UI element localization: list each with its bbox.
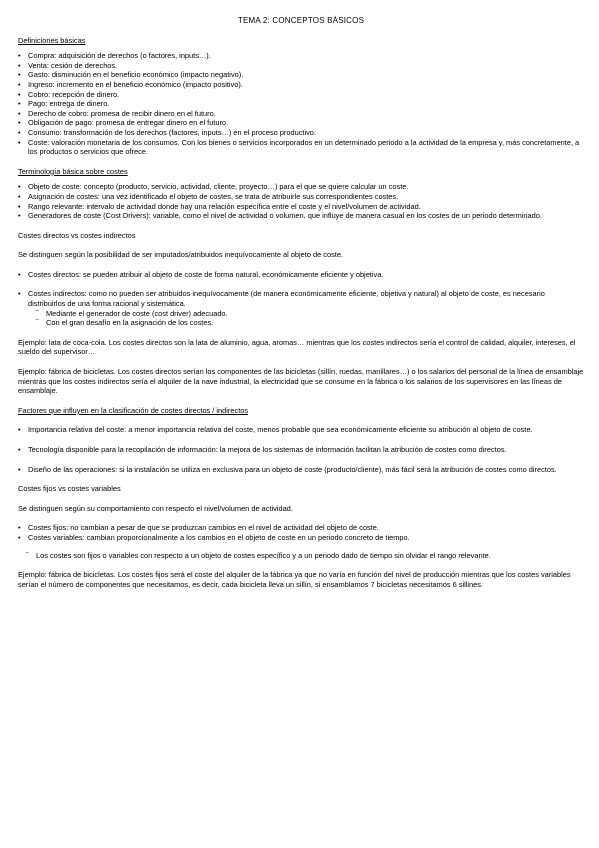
list-item: • Pago: entrega de dinero. bbox=[18, 99, 584, 109]
directos-list bbox=[18, 270, 584, 280]
document-page bbox=[18, 16, 584, 589]
paragraph-intro: Se distinguen según su comportamiento con respecto el nivel/volumen de actividad. bbox=[18, 503, 293, 513]
list-item: • Objeto de coste: concepto (producto, servicio, actividad, cliente, proyecto…) para el que se quiere calcular un coste. bbox=[18, 182, 584, 192]
list-item: • Venta: cesión de derechos. bbox=[18, 61, 584, 71]
sub-list bbox=[28, 309, 584, 328]
list-item: • Obligación de pago: promesa de entregar dinero en el futuro. bbox=[18, 118, 584, 128]
list-item: • Tecnología disponible para la recopilación de información: la mejora de los sistemas de información facilitan la atribución de costes como directos. bbox=[18, 445, 584, 455]
list-item: • Coste: valoración monetaria de los consumos. Con los bienes o servicios incorporados en un determinado periodo a la actividad de la empresa y, más concretamente, a los productos o servicios que ofrece. bbox=[18, 138, 584, 157]
paragraph-intro: Se distinguen según la posibilidad de ser imputados/atribuidos inequívocamente al objeto de coste. bbox=[18, 250, 343, 260]
list-item: • Costes directos: se pueden atribuir al objeto de coste de forma natural, económicamente eficiente y objetiva. bbox=[18, 270, 584, 280]
list-item-text: Costes indirectos: como no pueden ser atribuidos inequívocamente (de manera económicamente eficiente, objetiva y natural) al objeto de coste, es necesario distribuirlos de una forma racional y sistemática. bbox=[28, 289, 545, 309]
list-item: • Ingreso: incremento en el beneficio económico (impacto positivo). bbox=[18, 80, 584, 90]
indirectos-list bbox=[18, 289, 584, 327]
paragraph-example: Ejemplo: fábrica de bicicletas. Los costes directos serían los componentes de las bicicletas (sillín, ruedas, manillares…) o los salarios del personal de la línea de ensamblaje mientras que los costes indirectos sería el alquiler de la nave industrial, la electricidad que se consume en la fábrica o los salarios de los supervisores en las líneas de ensamblaje. bbox=[18, 367, 584, 396]
section-heading-definiciones: Definiciones básicas bbox=[18, 35, 86, 45]
list-item bbox=[18, 289, 584, 327]
list-item: • Diseño de las operaciones: si la instalación se utiliza en exclusiva para un objeto de coste (producto/cliente), más fácil será la atribución de costes como directos. bbox=[18, 465, 584, 475]
list-item: • Derecho de cobro: promesa de recibir dinero en el futuro. bbox=[18, 109, 584, 119]
list-item: • Compra: adquisición de derechos (o factores, inputs…). bbox=[18, 51, 584, 61]
list-item: • Generadores de coste (Cost Drivers): variable, como el nivel de actividad o volumen, que influye de manera casual en los costes de un periodo determinado. bbox=[18, 211, 584, 221]
list-item: • Asignación de costes: una vez identificado el objeto de costes, se trata de atribuirle sus correspondientes costes. bbox=[18, 192, 584, 202]
list-item: • Cobro: recepción de dinero. bbox=[18, 90, 584, 100]
list-item: • Gasto: disminución en el beneficio económico (impacto negativo). bbox=[18, 70, 584, 80]
factores-list bbox=[18, 425, 584, 435]
sub-list-item: ‾ Con el gran desafío en la asignación de los costes. bbox=[28, 318, 584, 328]
fijos-variables-list bbox=[18, 523, 584, 542]
section-heading-terminologia: Terminología básica sobre costes bbox=[18, 166, 128, 176]
definiciones-list bbox=[18, 51, 584, 157]
list-item: • Importancia relativa del coste: a menor importancia relativa del coste, menos probable que sea económicamente eficiente su atribución al objeto de coste. bbox=[18, 425, 584, 435]
section-heading-fijos-variables: Costes fijos vs costes variables bbox=[18, 484, 121, 494]
page-title: TEMA 2: CONCEPTOS BÁSICOS bbox=[237, 16, 365, 25]
list-item: • Costes fijos: no cambian a pesar de que se produzcan cambios en el nivel de actividad del objeto de coste. bbox=[18, 523, 584, 533]
sub-list bbox=[18, 551, 584, 561]
terminologia-list bbox=[18, 182, 584, 220]
section-heading-factores: Factores que influyen en la clasificación de costes directos / indirectos bbox=[18, 405, 249, 415]
list-item: • Rango relevante: intervalo de actividad donde hay una relación específica entre el coste y el nivel/volumen de actividad. bbox=[18, 202, 584, 212]
list-item: • Consumo: transformación de los derechos (factores, inputs…) en el proceso productivo. bbox=[18, 128, 584, 138]
factores-list bbox=[18, 445, 584, 455]
sub-list-item: ‾ Mediante el generador de coste (cost driver) adecuado. bbox=[28, 309, 584, 319]
section-heading-directos-indirectos: Costes directos vs costes indirectos bbox=[18, 230, 136, 240]
sub-list-item: ‾ Los costes son fijos o variables con respecto a un objeto de costes específico y a un periodo dado de tiempo sin olvidar el rango relevante. bbox=[18, 551, 584, 561]
paragraph-example: Ejemplo: fábrica de bicicletas. Los costes fijos será el coste del alquiler de la fábrica ya que no varía en función del nivel de producción mientras que los costes variables serían el número de componentes que necesitamos, es decir, cada bicicleta lleva un sillín, si ensamblamos 7 bicicletas necesitamos 6 sillines. bbox=[18, 570, 571, 589]
list-item: • Costes variables: cambian proporcionalmente a los cambios en el objeto de coste en un periodo concreto de tiempo. bbox=[18, 533, 584, 543]
factores-list bbox=[18, 465, 584, 475]
paragraph-example: Ejemplo: lata de coca-cola. Los costes directos son la lata de aluminio, agua, aromas… mientras que los costes indirectos sería el control de calidad, alquiler, intereses, el sueldo del supervisor… bbox=[18, 337, 576, 357]
